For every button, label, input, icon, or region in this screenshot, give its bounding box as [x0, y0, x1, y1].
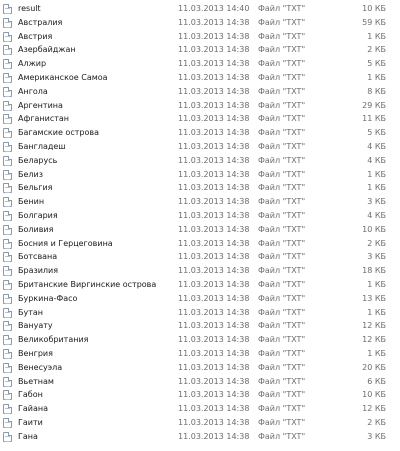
file-row[interactable]	[0, 430, 400, 444]
file-type: Файл "TXT"	[258, 183, 306, 193]
file-size: 13 КБ	[362, 293, 386, 303]
file-row[interactable]	[0, 347, 400, 361]
text-file-icon	[3, 59, 12, 69]
file-date-modified: 11.03.2013 14:38	[178, 266, 250, 276]
file-type: Файл "TXT"	[258, 86, 306, 96]
file-name: Буркина-Фасо	[18, 293, 78, 303]
text-file-icon	[3, 32, 12, 42]
text-file-icon	[3, 142, 12, 152]
file-date-modified: 11.03.2013 14:38	[178, 86, 250, 96]
file-size: 10 КБ	[362, 224, 386, 234]
file-row[interactable]	[0, 223, 400, 237]
file-row[interactable]	[0, 57, 400, 71]
file-date-modified: 11.03.2013 14:38	[178, 348, 250, 358]
file-name: Афганистан	[18, 114, 70, 124]
file-date-modified: 11.03.2013 14:38	[178, 293, 250, 303]
file-type: Файл "TXT"	[258, 335, 306, 345]
text-file-icon	[3, 211, 12, 221]
text-file-icon	[3, 390, 12, 400]
file-name: Багамские острова	[18, 128, 99, 138]
file-date-modified: 11.03.2013 14:38	[178, 335, 250, 345]
text-file-icon	[3, 321, 12, 331]
file-row[interactable]	[0, 16, 400, 30]
file-type: Файл "TXT"	[258, 169, 306, 179]
file-size: 20 КБ	[362, 362, 386, 372]
file-type: Файл "TXT"	[258, 293, 306, 303]
file-row[interactable]	[0, 250, 400, 264]
file-type: Файл "TXT"	[258, 238, 306, 248]
file-name: Беларусь	[18, 155, 58, 165]
text-file-icon	[3, 4, 12, 14]
file-date-modified: 11.03.2013 14:38	[178, 210, 250, 220]
file-size: 4 КБ	[367, 155, 386, 165]
file-row[interactable]	[0, 361, 400, 375]
file-name: Гайана	[18, 404, 49, 414]
file-type: Файл "TXT"	[258, 100, 306, 110]
file-row[interactable]	[0, 71, 400, 85]
file-type: Файл "TXT"	[258, 321, 306, 331]
text-file-icon	[3, 114, 12, 124]
file-row[interactable]	[0, 237, 400, 251]
file-date-modified: 11.03.2013 14:38	[178, 128, 250, 138]
file-date-modified: 11.03.2013 14:38	[178, 45, 250, 55]
file-name: Габон	[18, 390, 43, 400]
file-row[interactable]	[0, 333, 400, 347]
file-name: Венесуэла	[18, 362, 63, 372]
file-name: Ангола	[18, 86, 48, 96]
file-size: 1 КБ	[367, 31, 386, 41]
file-date-modified: 11.03.2013 14:38	[178, 31, 250, 41]
file-row[interactable]	[0, 388, 400, 402]
file-size: 11 КБ	[362, 114, 386, 124]
file-size: 2 КБ	[367, 45, 386, 55]
text-file-icon	[3, 170, 12, 180]
text-file-icon	[3, 280, 12, 290]
file-name: Вьетнам	[18, 376, 54, 386]
file-size: 4 КБ	[367, 141, 386, 151]
file-date-modified: 11.03.2013 14:38	[178, 169, 250, 179]
file-type: Файл "TXT"	[258, 114, 306, 124]
file-row[interactable]	[0, 319, 400, 333]
file-type: Файл "TXT"	[258, 362, 306, 372]
file-size: 1 КБ	[367, 183, 386, 193]
file-row[interactable]	[0, 168, 400, 182]
text-file-icon	[3, 252, 12, 262]
file-date-modified: 11.03.2013 14:38	[178, 417, 250, 427]
file-name: Вануату	[18, 321, 53, 331]
file-size: 3 КБ	[367, 197, 386, 207]
file-size: 8 КБ	[367, 86, 386, 96]
file-size: 5 КБ	[367, 128, 386, 138]
file-type: Файл "TXT"	[258, 17, 306, 27]
file-date-modified: 11.03.2013 14:38	[178, 321, 250, 331]
file-date-modified: 11.03.2013 14:38	[178, 183, 250, 193]
file-size: 5 КБ	[367, 59, 386, 69]
text-file-icon	[3, 335, 12, 345]
text-file-icon	[3, 363, 12, 373]
file-list	[0, 2, 400, 444]
file-row[interactable]	[0, 292, 400, 306]
file-date-modified: 11.03.2013 14:38	[178, 224, 250, 234]
file-name: Босния и Герцеговина	[18, 238, 113, 248]
text-file-icon	[3, 128, 12, 138]
file-row[interactable]	[0, 278, 400, 292]
file-date-modified: 11.03.2013 14:38	[178, 59, 250, 69]
file-row[interactable]	[0, 154, 400, 168]
file-size: 1 КБ	[367, 307, 386, 317]
text-file-icon	[3, 183, 12, 193]
text-file-icon	[3, 349, 12, 359]
file-name: Бангладеш	[18, 141, 66, 151]
file-type: Файл "TXT"	[258, 141, 306, 151]
file-type: Файл "TXT"	[258, 197, 306, 207]
text-file-icon	[3, 101, 12, 111]
file-name: Белиз	[18, 169, 43, 179]
file-date-modified: 11.03.2013 14:38	[178, 279, 250, 289]
file-type: Файл "TXT"	[258, 4, 306, 13]
file-type: Файл "TXT"	[258, 31, 306, 41]
file-row[interactable]	[0, 416, 400, 430]
file-row[interactable]	[0, 402, 400, 416]
file-name: Аргентина	[18, 100, 63, 110]
file-row[interactable]	[0, 264, 400, 278]
file-size: 1 КБ	[367, 72, 386, 82]
file-name: Бутан	[18, 307, 44, 317]
file-row[interactable]	[0, 306, 400, 320]
file-type: Файл "TXT"	[258, 431, 306, 441]
text-file-icon	[3, 197, 12, 207]
file-row[interactable]	[0, 99, 400, 113]
file-date-modified: 11.03.2013 14:38	[178, 141, 250, 151]
file-date-modified: 11.03.2013 14:38	[178, 155, 250, 165]
file-name: Американское Самоа	[18, 72, 108, 82]
file-name: Гана	[18, 431, 38, 441]
file-size: 12 КБ	[362, 335, 386, 345]
file-type: Файл "TXT"	[258, 252, 306, 262]
file-name: Алжир	[18, 59, 47, 69]
file-type: Файл "TXT"	[258, 266, 306, 276]
file-size: 3 КБ	[367, 431, 386, 441]
file-size: 1 КБ	[367, 169, 386, 179]
file-row[interactable]	[0, 126, 400, 140]
file-name: Австралия	[18, 17, 63, 27]
file-row[interactable]	[0, 43, 400, 57]
text-file-icon	[3, 87, 12, 97]
file-date-modified: 11.03.2013 14:38	[178, 307, 250, 317]
file-row[interactable]	[0, 209, 400, 223]
file-size: 6 КБ	[367, 376, 386, 386]
file-type: Файл "TXT"	[258, 307, 306, 317]
file-name: Ботсвана	[18, 252, 58, 262]
text-file-icon	[3, 18, 12, 28]
file-date-modified: 11.03.2013 14:38	[178, 72, 250, 82]
text-file-icon	[3, 432, 12, 442]
file-date-modified: 11.03.2013 14:38	[178, 100, 250, 110]
file-type: Файл "TXT"	[258, 404, 306, 414]
file-size: 12 КБ	[362, 321, 386, 331]
text-file-icon	[3, 73, 12, 83]
file-date-modified: 11.03.2013 14:38	[178, 252, 250, 262]
text-file-icon	[3, 308, 12, 318]
file-date-modified: 11.03.2013 14:38	[178, 17, 250, 27]
file-row[interactable]	[0, 112, 400, 126]
file-row[interactable]	[0, 2, 400, 16]
file-row[interactable]	[0, 181, 400, 195]
file-name: Бразилия	[18, 266, 59, 276]
file-date-modified: 11.03.2013 14:38	[178, 390, 250, 400]
file-size: 4 КБ	[367, 210, 386, 220]
file-date-modified: 11.03.2013 14:38	[178, 238, 250, 248]
file-date-modified: 11.03.2013 14:38	[178, 114, 250, 124]
file-name: Бельгия	[18, 183, 53, 193]
file-name: Гаити	[18, 417, 43, 427]
file-name: Боливия	[18, 224, 54, 234]
file-type: Файл "TXT"	[258, 210, 306, 220]
text-file-icon	[3, 225, 12, 235]
file-name: Венгрия	[18, 348, 53, 358]
file-type: Файл "TXT"	[258, 224, 306, 234]
file-type: Файл "TXT"	[258, 128, 306, 138]
file-row[interactable]	[0, 140, 400, 154]
text-file-icon	[3, 404, 12, 414]
file-size: 2 КБ	[367, 417, 386, 427]
file-size: 29 КБ	[362, 100, 386, 110]
file-date-modified: 11.03.2013 14:40	[178, 4, 250, 13]
file-name: Великобритания	[18, 335, 89, 345]
file-size: 59 КБ	[362, 17, 386, 27]
file-type: Файл "TXT"	[258, 279, 306, 289]
file-date-modified: 11.03.2013 14:38	[178, 376, 250, 386]
text-file-icon	[3, 294, 12, 304]
file-date-modified: 11.03.2013 14:38	[178, 197, 250, 207]
file-date-modified: 11.03.2013 14:38	[178, 431, 250, 441]
file-name: Британские Виргинские острова	[18, 279, 157, 289]
file-type: Файл "TXT"	[258, 417, 306, 427]
file-name: result	[18, 4, 41, 13]
file-name: Болгария	[18, 210, 58, 220]
file-size: 1 КБ	[367, 348, 386, 358]
file-type: Файл "TXT"	[258, 348, 306, 358]
file-size: 10 КБ	[362, 4, 386, 13]
file-type: Файл "TXT"	[258, 45, 306, 55]
file-type: Файл "TXT"	[258, 155, 306, 165]
text-file-icon	[3, 45, 12, 55]
file-row[interactable]	[0, 85, 400, 99]
file-date-modified: 11.03.2013 14:38	[178, 404, 250, 414]
file-size: 12 КБ	[362, 404, 386, 414]
text-file-icon	[3, 377, 12, 387]
file-name: Азербайджан	[18, 45, 76, 55]
file-row[interactable]	[0, 30, 400, 44]
file-size: 10 КБ	[362, 390, 386, 400]
file-size: 1 КБ	[367, 279, 386, 289]
text-file-icon	[3, 418, 12, 428]
file-type: Файл "TXT"	[258, 376, 306, 386]
file-type: Файл "TXT"	[258, 390, 306, 400]
file-row[interactable]	[0, 375, 400, 389]
file-type: Файл "TXT"	[258, 72, 306, 82]
file-row[interactable]	[0, 195, 400, 209]
file-size: 3 КБ	[367, 252, 386, 262]
text-file-icon	[3, 266, 12, 276]
file-name: Бенин	[18, 197, 45, 207]
file-name: Австрия	[18, 31, 53, 41]
text-file-icon	[3, 239, 12, 249]
text-file-icon	[3, 156, 12, 166]
file-type: Файл "TXT"	[258, 59, 306, 69]
file-date-modified: 11.03.2013 14:38	[178, 362, 250, 372]
file-size: 18 КБ	[362, 266, 386, 276]
file-size: 2 КБ	[367, 238, 386, 248]
